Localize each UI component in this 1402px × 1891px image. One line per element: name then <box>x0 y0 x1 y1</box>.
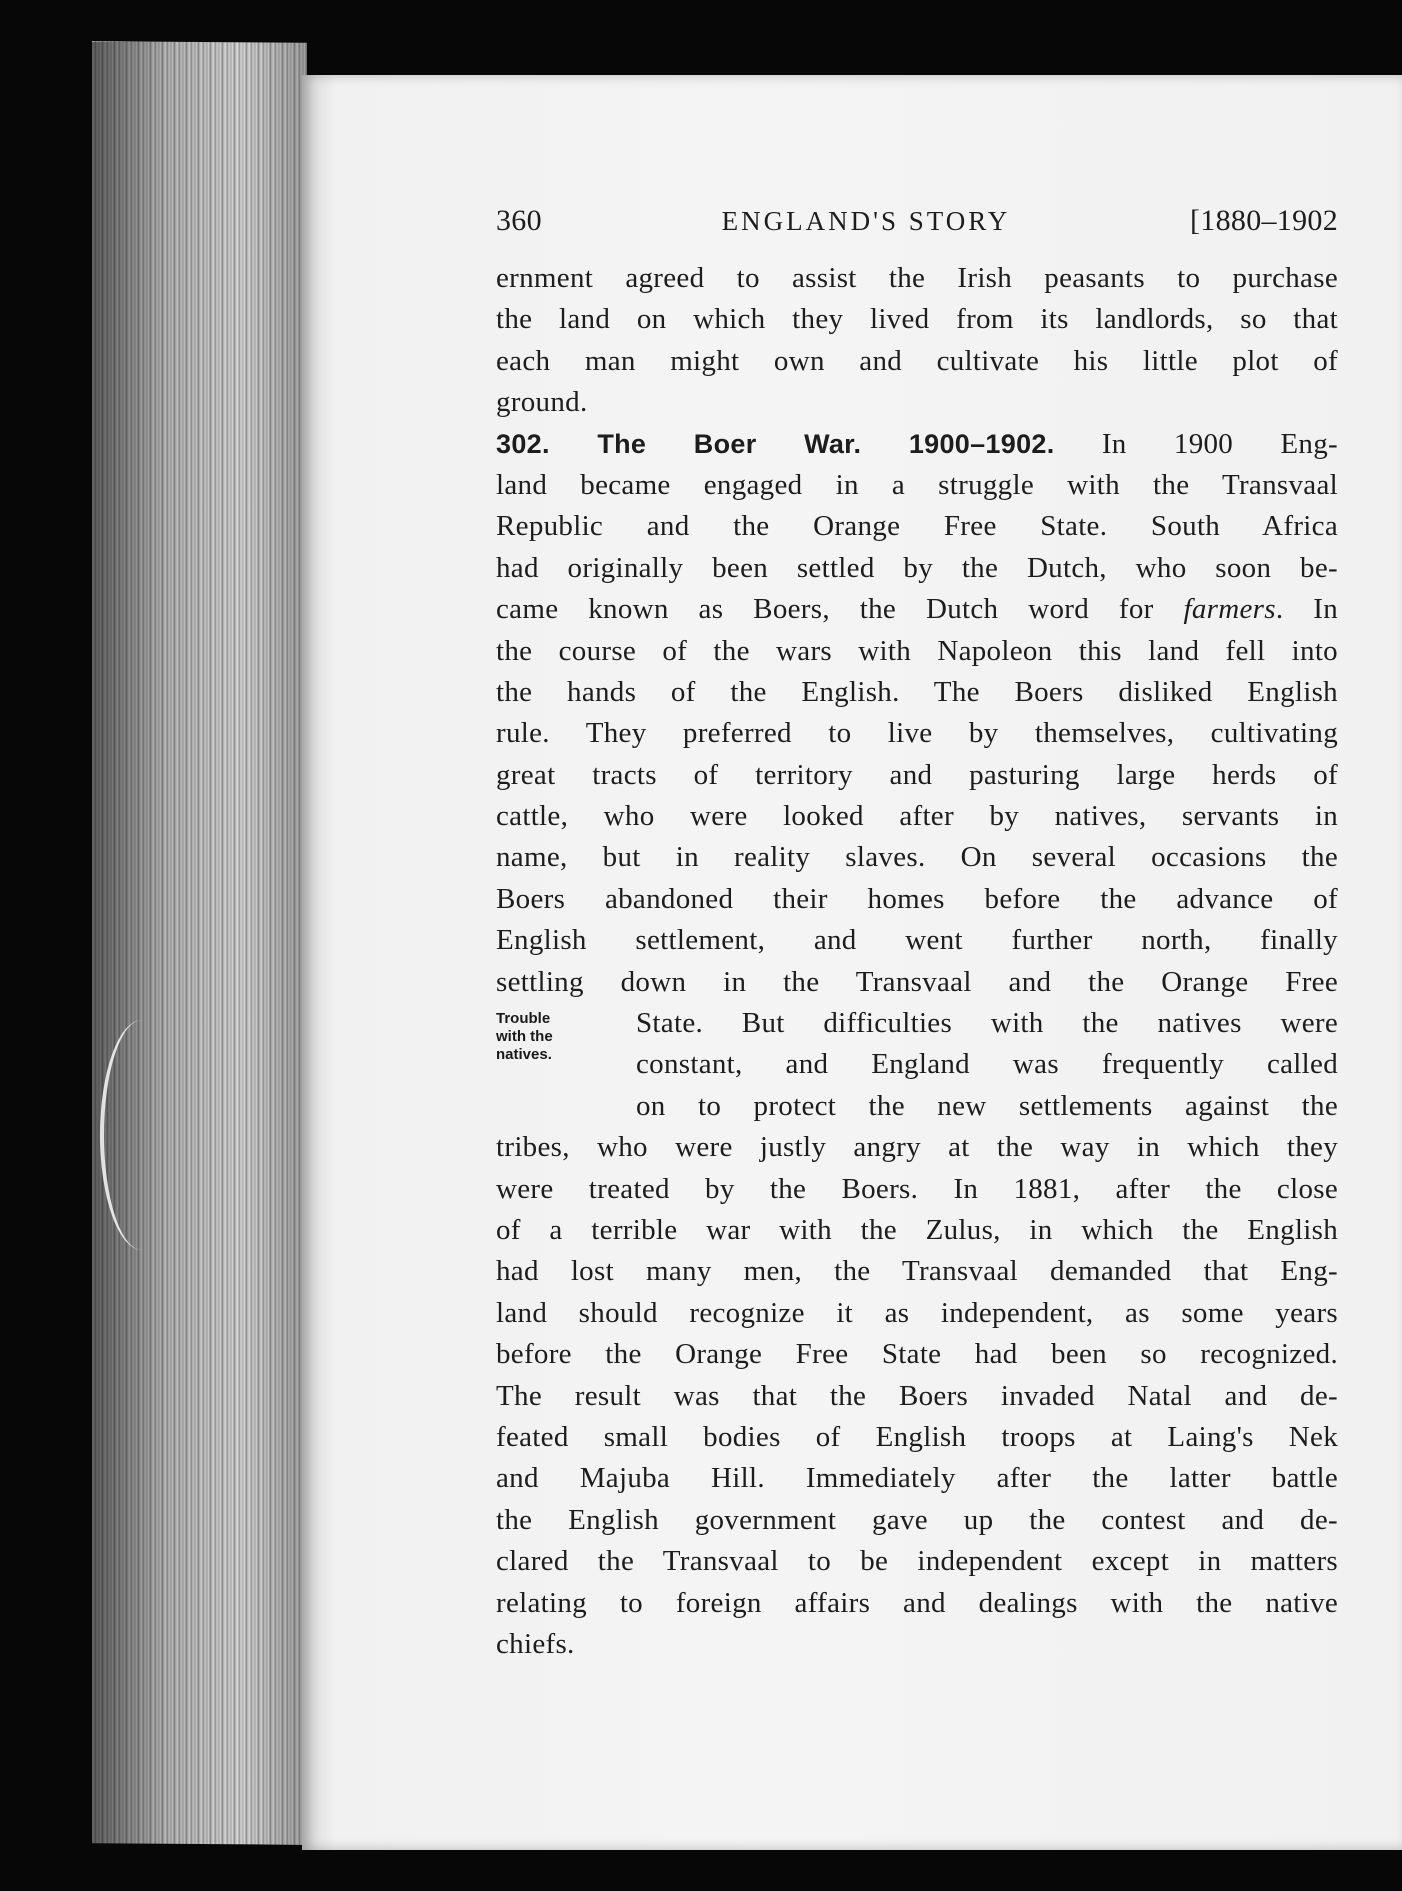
text-line: Republic and the Orange Free State. South Africa <box>496 510 1338 543</box>
text-line: and Majuba Hill. Immediately after the latter battle <box>496 1462 1338 1495</box>
text-line: ground. <box>496 386 588 419</box>
text-line: ernment agreed to assist the Irish peasants to purchase <box>496 262 1338 294</box>
date-range: [1880–1902 <box>1190 204 1338 237</box>
text-line: Boers abandoned their homes before the advance of <box>496 882 1338 915</box>
running-header <box>496 200 1338 248</box>
text-line: before the Orange Free State had been so recognized. <box>496 1338 1338 1371</box>
text-line: constant, and England was frequently called <box>636 1048 1338 1081</box>
page-text-block <box>496 200 1338 1665</box>
page-number: 360 <box>496 204 542 237</box>
text-line: clared the Transvaal to be independent except in matters <box>496 1545 1338 1578</box>
text-line: the course of the wars with Napoleon this land fell into <box>496 634 1338 667</box>
text-line: came known as Boers, the Dutch word for farmers. In <box>496 593 1338 626</box>
text-line: of a terrible war with the Zulus, in which the English <box>496 1213 1338 1246</box>
text-line: were treated by the Boers. In 1881, after the close <box>496 1172 1338 1205</box>
text-line: land should recognize it as independent, as some years <box>496 1296 1338 1329</box>
text-line: rule. They preferred to live by themselves, cultivating <box>496 717 1338 750</box>
text-line: cattle, who were looked after by natives, servants in <box>496 800 1338 833</box>
text-line: The result was that the Boers invaded Natal and de- <box>496 1379 1338 1412</box>
text-line: land became engaged in a struggle with the Transvaal <box>496 468 1338 501</box>
text-line: had originally been settled by the Dutch, who soon be- <box>496 551 1338 584</box>
text-line: chiefs. <box>496 1627 575 1660</box>
sidenote-line: natives. <box>496 1046 552 1063</box>
sidenote-line: Trouble <box>496 1010 551 1027</box>
text-line: the English government gave up the contest and de- <box>496 1503 1338 1536</box>
text-line: State. But difficulties with the natives were <box>636 1007 1338 1040</box>
text-line: on to protect the new settlements against the <box>636 1089 1338 1122</box>
running-title: ENGLAND'S STORY <box>721 206 1011 236</box>
text-line: the land on which they lived from its landlords, so that <box>496 303 1338 336</box>
section-paragraph-part-2 <box>496 1127 1338 1665</box>
text-line: settling down in the Transvaal and the Orange Free <box>496 965 1338 998</box>
text-line: relating to foreign affairs and dealings with the native <box>496 1586 1338 1619</box>
text-line: each man might own and cultivate his little plot of <box>496 344 1338 377</box>
italic-word: farmers <box>1183 593 1276 626</box>
text-line: tribes, who were justly angry at the way in which they <box>496 1131 1338 1164</box>
text-line: English settlement, and went further north, finally <box>496 924 1338 957</box>
text-line: great tracts of territory and pasturing large herds of <box>496 758 1338 791</box>
section-paragraph-beside-note <box>636 1003 1338 1127</box>
margin-sidenote <box>496 1010 553 1064</box>
section-heading: 302. The Boer War. 1900–1902. <box>496 428 1055 459</box>
text-line: the hands of the English. The Boers disliked English <box>496 675 1338 708</box>
section-lead: In 1900 Eng- <box>1101 427 1338 460</box>
intro-paragraph <box>496 258 1338 424</box>
section-paragraph-part-1 <box>496 465 1338 1003</box>
page-edges-shadow <box>92 42 307 1844</box>
sidenote-line: with the <box>496 1028 553 1045</box>
spine-crack-highlight <box>100 1020 184 1250</box>
section-heading-line <box>496 424 1338 465</box>
text-line: feated small bodies of English troops at Laing's Nek <box>496 1420 1338 1453</box>
text-line: had lost many men, the Transvaal demanded that Eng- <box>496 1255 1338 1288</box>
text-line: name, but in reality slaves. On several occasions the <box>496 841 1338 874</box>
